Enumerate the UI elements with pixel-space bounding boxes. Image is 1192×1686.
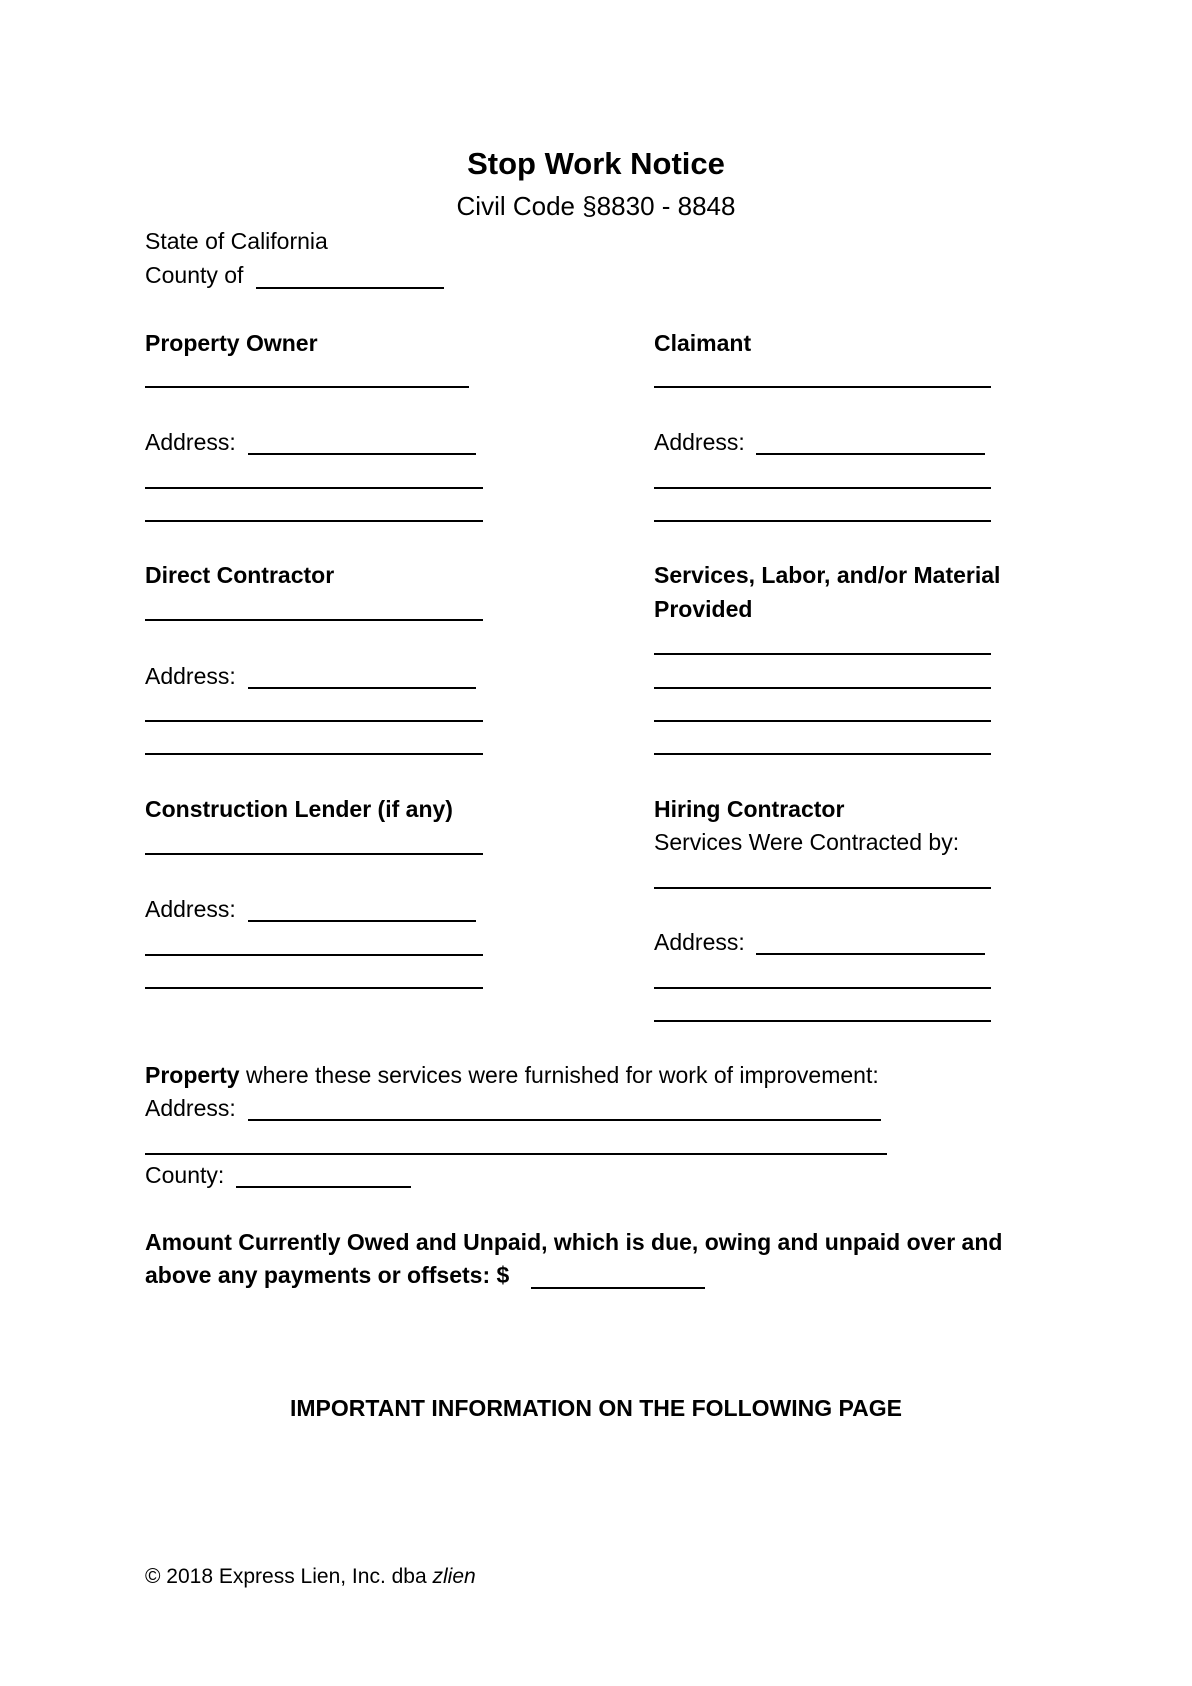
construction-lender-name-field[interactable]: [145, 853, 483, 855]
direct-contractor-address-field[interactable]: [248, 687, 476, 689]
county-field[interactable]: [256, 287, 444, 289]
brand-name: zlien: [432, 1565, 476, 1588]
hiring-contractor-heading: Hiring Contractor: [654, 796, 845, 822]
property-county-label: County:: [145, 1162, 225, 1188]
claimant-heading: Claimant: [654, 330, 752, 356]
property-owner-address-label: Address:: [145, 429, 236, 455]
services-field-line3[interactable]: [654, 720, 991, 722]
claimant-address-line2[interactable]: [654, 487, 991, 489]
amount-owed-line2: above any payments or offsets: $: [145, 1262, 510, 1288]
hiring-contractor-name-field[interactable]: [654, 887, 991, 889]
direct-contractor-address-label: Address:: [145, 663, 236, 689]
amount-owed-line1: Amount Currently Owed and Unpaid, which is due, owing and unpaid over and: [145, 1229, 1003, 1255]
direct-contractor-address-line2[interactable]: [145, 720, 483, 722]
property-address-label: Address:: [145, 1095, 236, 1121]
services-field-line4[interactable]: [654, 753, 991, 755]
property-address-line2[interactable]: [145, 1153, 887, 1155]
property-description: [145, 1064, 879, 1087]
services-field-line2[interactable]: [654, 687, 991, 689]
claimant-name-field[interactable]: [654, 386, 991, 388]
claimant-address-label: Address:: [654, 429, 745, 455]
amount-owed-field[interactable]: [531, 1287, 705, 1289]
property-address-field[interactable]: [248, 1119, 881, 1121]
construction-lender-address-field[interactable]: [248, 920, 476, 922]
property-owner-address-line3[interactable]: [145, 520, 483, 522]
property-owner-address-field[interactable]: [248, 453, 476, 455]
hiring-contractor-address-field[interactable]: [756, 953, 985, 955]
services-heading-line1: Services, Labor, and/or Material: [654, 562, 1001, 588]
direct-contractor-address-line3[interactable]: [145, 753, 483, 755]
property-label-bold: Property: [145, 1062, 240, 1088]
hiring-contractor-address-label: Address:: [654, 929, 745, 955]
construction-lender-address-line3[interactable]: [145, 987, 483, 989]
construction-lender-heading: Construction Lender (if any): [145, 796, 453, 822]
property-county-field[interactable]: [236, 1186, 411, 1188]
property-owner-name-field[interactable]: [145, 386, 469, 388]
footer-copyright: [145, 1566, 476, 1587]
construction-lender-address-line2[interactable]: [145, 954, 483, 956]
important-notice: IMPORTANT INFORMATION ON THE FOLLOWING PAGE: [289, 1395, 902, 1421]
page-subtitle: Civil Code §8830 - 8848: [456, 191, 736, 221]
hiring-contractor-address-line2[interactable]: [654, 987, 991, 989]
property-owner-heading: Property Owner: [145, 330, 318, 356]
services-field-line1[interactable]: [654, 653, 991, 655]
claimant-address-line3[interactable]: [654, 520, 991, 522]
services-heading-line2: Provided: [654, 596, 753, 622]
property-owner-address-line2[interactable]: [145, 487, 483, 489]
hiring-contractor-address-line3[interactable]: [654, 1020, 991, 1022]
hiring-contractor-subheading: Services Were Contracted by:: [654, 829, 960, 855]
state-label: State of California: [145, 228, 328, 254]
county-label: County of: [145, 262, 244, 288]
construction-lender-address-label: Address:: [145, 896, 236, 922]
claimant-address-field[interactable]: [756, 453, 985, 455]
direct-contractor-heading: Direct Contractor: [145, 562, 335, 588]
direct-contractor-name-field[interactable]: [145, 619, 483, 621]
property-label-rest: where these services were furnished for work of improvement:: [239, 1062, 879, 1088]
page-title: Stop Work Notice: [467, 146, 725, 181]
copyright-text: © 2018 Express Lien, Inc. dba: [145, 1565, 433, 1588]
